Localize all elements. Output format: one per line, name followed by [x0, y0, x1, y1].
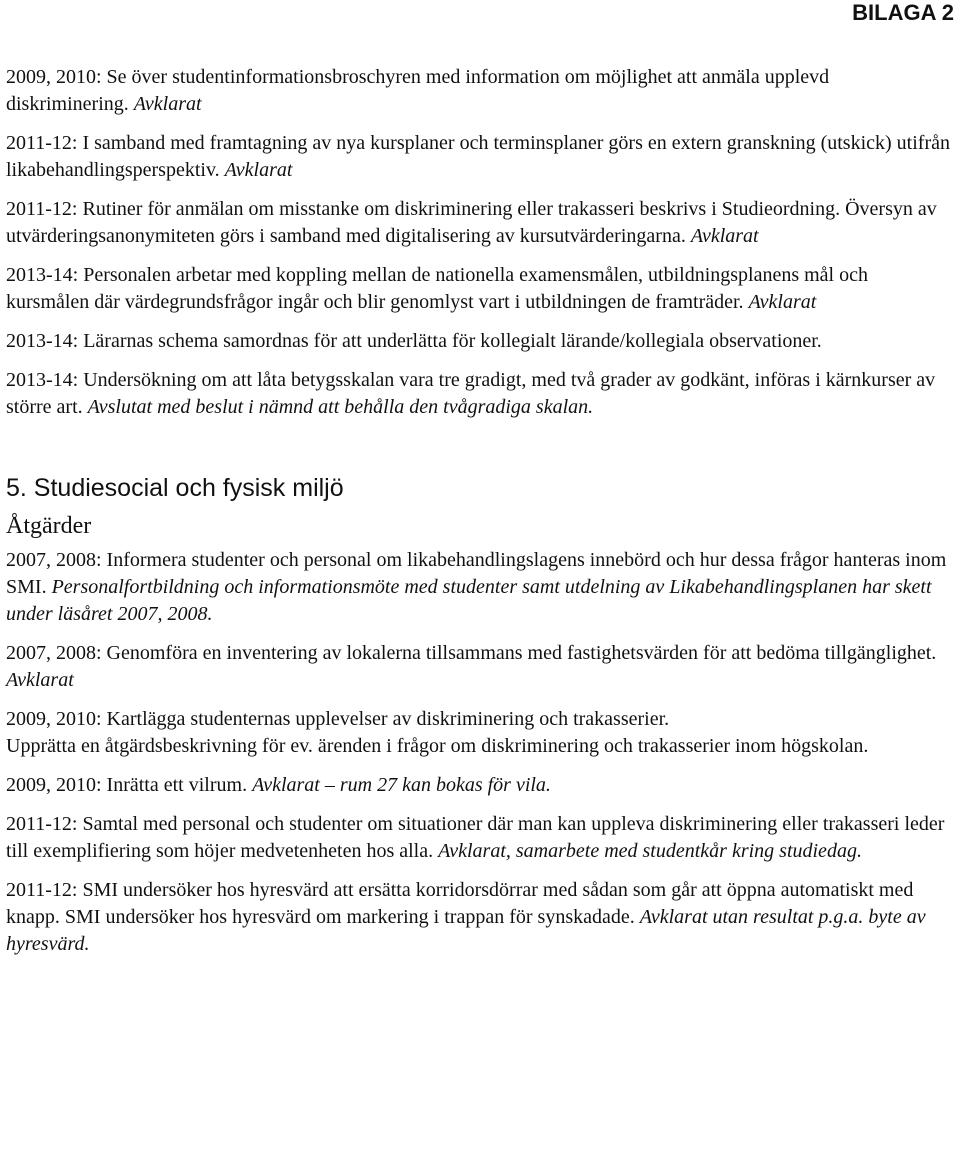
paragraph: 2011-12: I samband med framtagning av nya kursplaner och terminsplaner görs en extern granskning (utskick) utifrån likabehandlingsperspektiv. Avklarat [6, 132, 950, 181]
paragraph: 2009, 2010: Se över studentinformationsbroschyren med information om möjlighet att anmäla upplevd diskriminering. Avklarat [6, 66, 830, 115]
page-label: BILAGA 2 [852, 0, 954, 25]
paragraph: 2007, 2008: Genomföra en inventering av lokalerna tillsammans med fastighetsvärden för att bedöma tillgänglighet. Avklarat [6, 642, 937, 691]
document-body [6, 64, 952, 970]
paragraph: 2013-14: Lärarnas schema samordnas för att underlätta för kollegialt lärande/kollegiala observationer. [6, 330, 822, 352]
paragraph: 2009, 2010: Inrätta ett vilrum. Avklarat – rum 27 kan bokas för vila. [6, 774, 551, 796]
paragraph: 2011-12: Samtal med personal och studenter om situationer där man kan uppleva diskriminering eller trakasseri leder till exemplifiering som höjer medvetenheten hos alla. Avklarat, samarbete med studentkår kring studiedag. [6, 813, 945, 862]
paragraph: 2007, 2008: Informera studenter och personal om likabehandlingslagens innebörd och hur dessa frågor hanteras inom SMI. Personalfortbildning och informationsmöte med studenter samt utdelning av Likabehandlingsplanen har skett under läsåret 2007, 2008. [6, 549, 947, 625]
sub-heading: Åtgärder [6, 513, 92, 539]
section-title: 5. Studiesocial och fysisk miljö [6, 474, 344, 502]
paragraph: 2011-12: Rutiner för anmälan om misstanke om diskriminering eller trakasseri beskrivs i Studieordning. Översyn av utvärderingsanonymiteten görs i samband med digitalisering av kursutvärderingarna. Avklarat [6, 198, 937, 247]
paragraph: 2011-12: SMI undersöker hos hyresvärd att ersätta korridorsdörrar med sådan som går att öppna automatiskt med knapp. SMI undersöker hos hyresvärd om markering i trappan för synskadade. Avklarat utan resultat p.g.a. byte av hyresvärd. [6, 879, 926, 955]
paragraph: 2013-14: Personalen arbetar med koppling mellan de nationella examensmålen, utbildningsplanens mål och kursmålen där värdegrundsfrågor ingår och blir genomlyst vart i utbildningen de framträder. Avklarat [6, 264, 868, 313]
paragraph: 2009, 2010: Kartlägga studenternas upplevelser av diskriminering och trakasserier. [6, 708, 670, 730]
paragraph: 2013-14: Undersökning om att låta betygsskalan vara tre gradigt, med två grader av godkänt, införas i kärnkurser av större art. Avslutat med beslut i nämnd att behålla den tvågradiga skalan. [6, 369, 936, 418]
paragraph: Upprätta en åtgärdsbeskrivning för ev. ärenden i frågor om diskriminering och trakasserier inom högskolan. [6, 735, 869, 757]
